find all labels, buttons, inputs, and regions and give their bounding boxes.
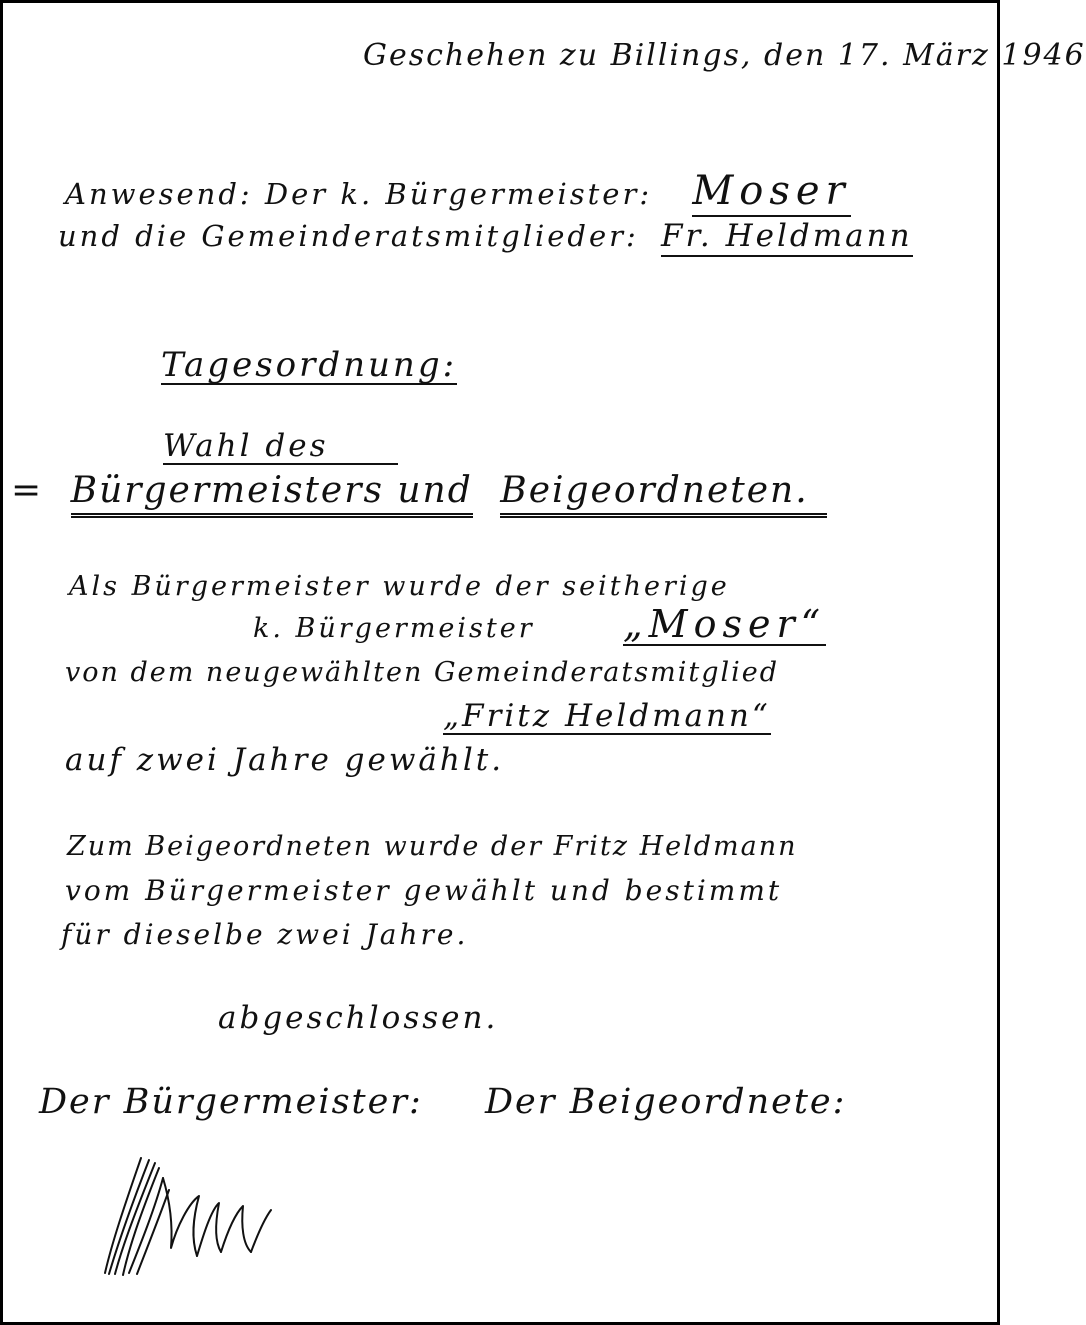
body-p1-line-4: auf zwei Jahre gewählt.	[65, 742, 505, 778]
signature-label-mayor: Der Bürgermeister:	[39, 1082, 423, 1122]
place-date-header: Geschehen zu Billings, den 17. März 1946	[363, 38, 1086, 73]
agenda-item-lead: =	[11, 470, 44, 511]
body-p2-line-2: vom Bürgermeister gewählt und bestimmt	[65, 874, 783, 907]
body-p2-line-1: Zum Beigeordneten wurde der Fritz Heldmann	[67, 831, 798, 862]
body-p1-line-2: k. Bürgermeister	[253, 613, 535, 644]
agenda-item-deputy: Beigeordneten.	[500, 470, 826, 518]
body-p1-mayor: „Moser“	[623, 602, 827, 646]
signature-label-deputy: Der Beigeordnete:	[485, 1082, 847, 1122]
body-p1-member: „Fritz Heldmann“	[443, 698, 771, 734]
mayor-signature	[93, 1148, 283, 1288]
attendees-council-label: und die Gemeinderatsmitglieder:	[58, 219, 639, 253]
agenda-item-mayor: Bürgermeisters und	[71, 470, 473, 518]
agenda-item-line-2	[11, 470, 827, 511]
attendees-line-2	[58, 218, 913, 254]
attendees-mayor-label: Anwesend: Der k. Bürgermeister:	[65, 177, 653, 211]
attendees-line-1	[65, 168, 851, 214]
agenda-item-line-1: Wahl des	[163, 431, 398, 465]
closing-text: abgeschlossen.	[218, 1000, 499, 1036]
body-p1-line-3: von dem neugewählten Gemeinderatsmitglied	[65, 657, 780, 688]
agenda-heading: Tagesordnung:	[161, 345, 458, 385]
attendees-mayor-name: Moser	[692, 168, 850, 217]
body-p2-line-3: für dieselbe zwei Jahre.	[61, 918, 469, 951]
body-p1-line-1: Als Bürgermeister wurde der seitherige	[69, 571, 730, 602]
attendees-council-name: Fr. Heldmann	[661, 218, 913, 257]
